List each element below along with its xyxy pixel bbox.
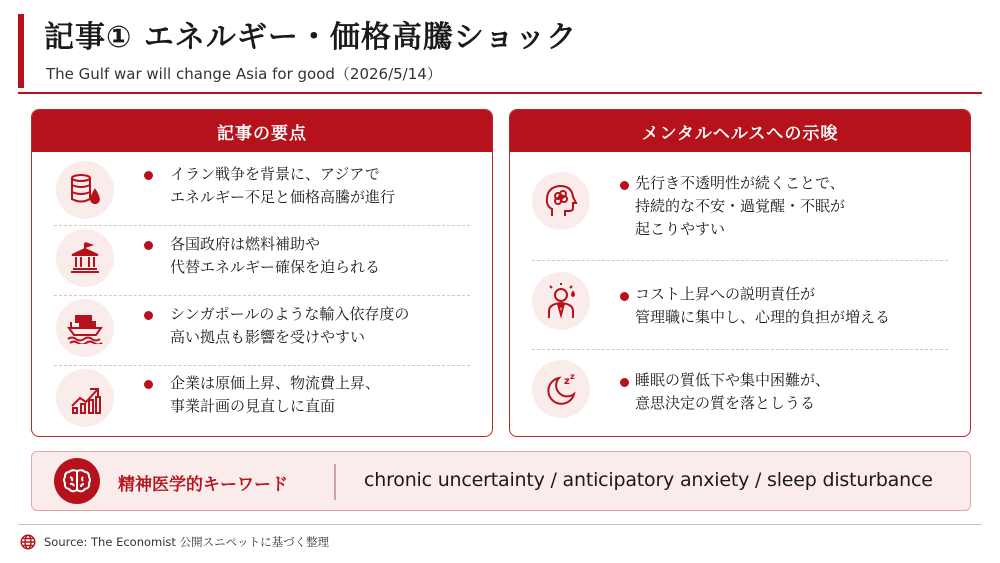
rising-bar-chart-icon xyxy=(56,369,114,427)
globe-icon xyxy=(20,534,36,550)
brain-icon xyxy=(54,458,100,504)
footer-divider xyxy=(18,524,982,525)
oil-barrel-icon xyxy=(56,161,114,219)
source-note: Source: The Economist 公開スニペットに基づく整理 xyxy=(44,535,330,549)
tangled-mind-head-icon xyxy=(532,172,590,230)
key-points-panel xyxy=(31,109,493,437)
mental-point-3-text: 睡眠の質低下や集中困難が、 意思決定の質を落としうる xyxy=(635,371,831,412)
mental-point-1-text: 先行き不透明性が続くことで、 持続的な不安・過覚醒・不眠が 起こりやすい xyxy=(635,174,846,238)
svg-text:z: z xyxy=(570,372,575,381)
key-point-3-text: シンガポールのような輸入依存度の 高い拠点も影響を受けやすい xyxy=(170,305,410,346)
key-points-panel-title: 記事の要点 xyxy=(32,110,492,152)
moon-sleep-icon xyxy=(532,360,590,418)
bullet-point xyxy=(144,241,153,250)
svg-text:z: z xyxy=(564,376,570,387)
bullet-point xyxy=(144,380,153,389)
page-title: 記事① エネルギー・価格高騰ショック xyxy=(44,20,578,55)
government-building-icon xyxy=(56,229,114,287)
row-divider xyxy=(532,260,948,261)
mental-point-2-text: コスト上昇への説明責任が 管理職に集中し、心理的負担が増える xyxy=(635,285,891,326)
bullet-point xyxy=(620,181,629,190)
stressed-businessman-icon xyxy=(532,272,590,330)
mental-health-panel xyxy=(509,109,971,437)
bullet-point xyxy=(144,311,153,320)
bullet-point xyxy=(620,292,629,301)
row-divider xyxy=(532,349,948,350)
keyword-list: chronic uncertainty / anticipatory anxiety / sleep disturbance xyxy=(364,469,933,491)
mental-health-panel-title: メンタルヘルスへの示唆 xyxy=(510,110,970,152)
key-point-2-text: 各国政府は燃料補助や 代替エネルギー確保を迫られる xyxy=(170,235,381,276)
row-divider xyxy=(54,225,470,226)
page-subtitle: The Gulf war will change Asia for good（2026/5/14） xyxy=(46,65,442,83)
cargo-ship-icon xyxy=(56,299,114,357)
bullet-point xyxy=(620,378,629,387)
bullet-point xyxy=(144,171,153,180)
row-divider xyxy=(54,365,470,366)
key-point-1-text: イラン戦争を背景に、アジアで エネルギー不足と価格高騰が進行 xyxy=(170,165,396,206)
keyword-divider xyxy=(334,464,336,500)
header-divider xyxy=(18,92,982,94)
keyword-box xyxy=(31,451,971,511)
title-accent-bar xyxy=(18,14,24,88)
row-divider xyxy=(54,295,470,296)
key-point-4-text: 企業は原価上昇、物流費上昇、 事業計画の見直しに直面 xyxy=(170,374,381,415)
keyword-label: 精神医学的キーワード xyxy=(118,475,288,495)
